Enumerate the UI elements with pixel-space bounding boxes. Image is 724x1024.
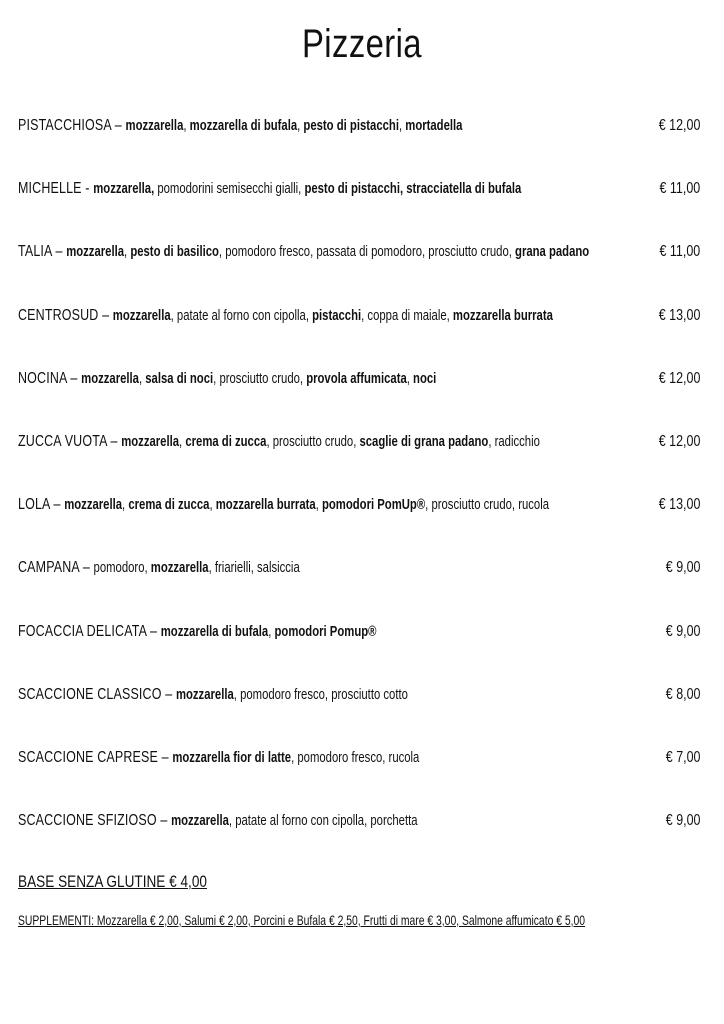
- ingredient-highlight: mozzarella: [125, 118, 184, 134]
- ingredient-highlight: mozzarella: [66, 244, 125, 260]
- menu-item: [18, 367, 700, 391]
- menu-item: [18, 430, 700, 454]
- menu-item: [18, 809, 700, 833]
- menu-item-price: € 11,00: [659, 243, 700, 260]
- menu-item-separator: –: [111, 117, 126, 134]
- menu-item-price: € 7,00: [665, 749, 700, 766]
- ingredient-text: pomodorini semisecchi gialli,: [154, 181, 305, 197]
- menu-item-separator: –: [157, 749, 173, 766]
- menu-item: [18, 177, 700, 201]
- menu-item-price: € 13,00: [658, 496, 700, 513]
- ingredient-highlight: mozzarella: [81, 371, 139, 387]
- ingredient-highlight: mozzarella: [64, 497, 123, 513]
- menu-item-description: [18, 620, 376, 644]
- ingredient-text: , patate al forno con cipolla, porchetta: [228, 813, 418, 829]
- ingredient-text: pomodoro,: [93, 560, 151, 576]
- menu-item-name: CAMPANA: [18, 559, 80, 576]
- ingredient-text: , prosciutto crudo,: [213, 371, 307, 387]
- ingredient-highlight: pesto di pistacchi, stracciatella di bufala: [304, 181, 522, 197]
- menu-item-name: FOCACCIA DELICATA: [18, 623, 147, 640]
- menu-item-price: € 9,00: [665, 559, 700, 576]
- menu-item-price: € 9,00: [665, 812, 700, 829]
- menu-item: [18, 114, 700, 138]
- menu-item: [18, 240, 700, 264]
- menu-item-price: € 12,00: [658, 370, 700, 387]
- menu-item-name: SCACCIONE CLASSICO: [18, 686, 162, 703]
- menu-item-name: CENTROSUD: [18, 307, 99, 324]
- ingredient-text: ,: [209, 497, 216, 513]
- menu-item-name: NOCINA: [18, 370, 67, 387]
- menu-item-name: LOLA: [18, 496, 50, 513]
- menu-item-separator: –: [79, 559, 94, 576]
- menu-item-name: TALIA: [18, 243, 52, 260]
- gluten-free-base-note: BASE SENZA GLUTINE € 4,00: [18, 872, 207, 891]
- ingredient-highlight: pomodori Pomup®: [274, 624, 377, 640]
- menu-item-price: € 9,00: [665, 623, 700, 640]
- supplements-note: SUPPLEMENTI: Mozzarella € 2,00, Salumi € 2,00, Porcini e Bufala € 2,50, Frutti di mare € 3,00, Salmone affumicato € 5,00: [18, 912, 586, 928]
- ingredient-highlight: mozzarella: [121, 434, 180, 450]
- menu-item-description: [18, 493, 549, 517]
- menu-item-description: [18, 240, 589, 264]
- ingredient-text: , coppa di maiale,: [361, 308, 453, 324]
- ingredient-text: , pomodoro fresco, passata di pomodoro, prosciutto crudo,: [218, 244, 516, 260]
- ingredient-highlight: mozzarella,: [93, 181, 155, 197]
- ingredient-text: ,: [268, 624, 275, 640]
- ingredient-highlight: scaglie di grana padano: [359, 434, 489, 450]
- menu-item-separator: –: [161, 686, 176, 703]
- menu-item-description: [18, 177, 521, 201]
- menu-item-separator: –: [106, 433, 122, 450]
- ingredient-highlight: mozzarella: [175, 687, 234, 703]
- ingredient-highlight: mozzarella: [171, 813, 229, 829]
- ingredient-text: ,: [398, 118, 406, 134]
- menu-item-description: [18, 809, 418, 833]
- menu-item-separator: –: [146, 623, 161, 640]
- menu-item-description: [18, 114, 462, 138]
- menu-item-name: SCACCIONE SFIZIOSO: [18, 812, 157, 829]
- menu-item-price: € 8,00: [665, 686, 700, 703]
- ingredient-text: ,: [406, 371, 414, 387]
- ingredient-highlight: mozzarella burrata: [215, 497, 316, 513]
- menu-item-price: € 12,00: [658, 433, 700, 450]
- ingredient-highlight: pesto di pistacchi: [303, 118, 399, 134]
- ingredient-highlight: grana padano: [515, 244, 590, 260]
- ingredient-highlight: crema di zucca: [185, 434, 267, 450]
- ingredient-text: , prosciutto crudo, rucola: [425, 497, 550, 513]
- menu-item-price: € 11,00: [659, 180, 700, 197]
- menu-item-separator: –: [98, 307, 113, 324]
- menu-item-name: MICHELLE: [18, 180, 82, 197]
- ingredient-text: ,: [122, 497, 129, 513]
- ingredient-text: ,: [138, 371, 146, 387]
- ingredient-highlight: pistacchi: [312, 308, 362, 324]
- ingredient-highlight: mozzarella di bufala: [189, 118, 298, 134]
- ingredient-highlight: mozzarella fior di latte: [172, 750, 292, 766]
- menu-item-separator: -: [81, 180, 94, 197]
- ingredient-highlight: mozzarella burrata: [452, 308, 553, 324]
- menu-item-price: € 13,00: [658, 307, 700, 324]
- menu-item-separator: –: [51, 243, 67, 260]
- ingredient-text: , friarielli, salsiccia: [208, 560, 300, 576]
- menu-item-name: ZUCCA VUOTA: [18, 433, 107, 450]
- menu-item: [18, 556, 700, 580]
- menu-item: [18, 304, 700, 328]
- menu-item-description: [18, 556, 300, 580]
- menu-item-separator: –: [49, 496, 65, 513]
- menu-item: [18, 620, 700, 644]
- menu-item-price: € 12,00: [658, 117, 700, 134]
- ingredient-text: , pomodoro fresco, rucola: [291, 750, 420, 766]
- menu-item: [18, 746, 700, 770]
- ingredient-highlight: provola affumicata: [306, 371, 407, 387]
- ingredient-highlight: crema di zucca: [128, 497, 210, 513]
- ingredient-text: ,: [315, 497, 322, 513]
- ingredient-highlight: mortadella: [405, 118, 463, 134]
- ingredient-highlight: pesto di basilico: [130, 244, 219, 260]
- ingredient-highlight: mozzarella di bufala: [160, 624, 269, 640]
- menu-item-separator: –: [156, 812, 172, 829]
- menu-item-description: [18, 430, 540, 454]
- ingredient-highlight: pomodori PomUp®: [321, 497, 426, 513]
- menu-item-description: [18, 304, 553, 328]
- ingredient-text: ,: [297, 118, 304, 134]
- ingredient-text: ,: [124, 244, 131, 260]
- ingredient-highlight: noci: [413, 371, 437, 387]
- menu-item: [18, 683, 700, 707]
- ingredient-highlight: mozzarella: [112, 308, 171, 324]
- menu-item-description: [18, 367, 436, 391]
- ingredient-text: , radicchio: [488, 434, 540, 450]
- ingredient-text: , patate al forno con cipolla,: [170, 308, 313, 324]
- ingredient-text: , pomodoro fresco, prosciutto cotto: [233, 687, 408, 703]
- menu-item-separator: –: [66, 370, 82, 387]
- ingredient-text: , prosciutto crudo,: [266, 434, 360, 450]
- ingredient-text: ,: [179, 434, 186, 450]
- menu-item-description: [18, 683, 408, 707]
- menu-item-name: SCACCIONE CAPRESE: [18, 749, 158, 766]
- ingredient-highlight: salsa di noci: [145, 371, 214, 387]
- menu-item: [18, 493, 700, 517]
- menu-item-description: [18, 746, 419, 770]
- ingredient-highlight: mozzarella: [150, 560, 209, 576]
- menu-item-name: PISTACCHIOSA: [18, 117, 112, 134]
- ingredient-text: ,: [183, 118, 190, 134]
- menu-title: Pizzeria: [302, 22, 422, 66]
